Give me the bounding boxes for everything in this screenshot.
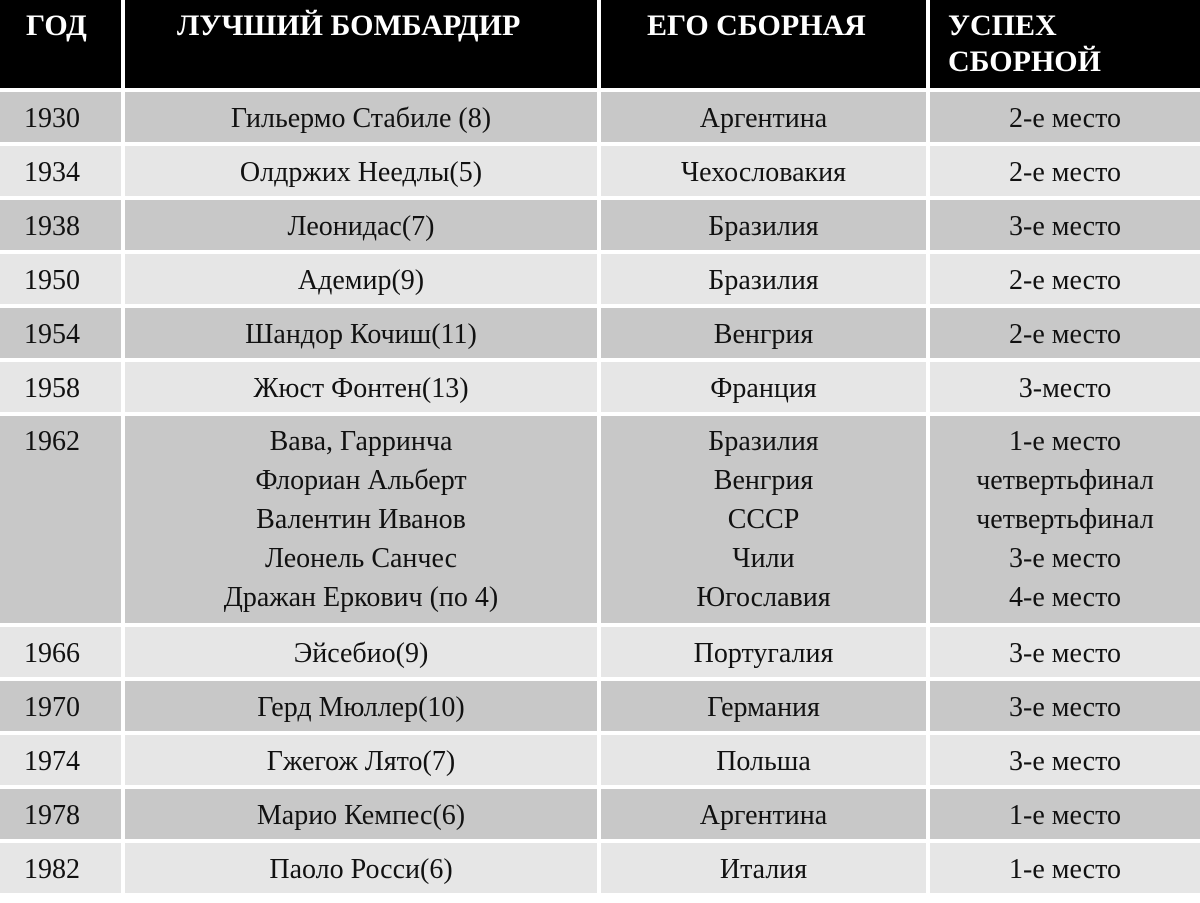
cell-result-line: 2-е место — [1009, 157, 1121, 188]
cell-top-scorer-line: Олдржих Неедлы(5) — [239, 157, 483, 188]
cell-result — [930, 681, 1200, 731]
cell-year: 1954 — [0, 308, 121, 358]
cell-result-line: 3-е место — [1009, 543, 1121, 574]
cell-team-line: Аргентина — [699, 800, 828, 831]
cell-top-scorer — [125, 200, 597, 250]
cell-result — [930, 416, 1200, 623]
cell-team-line: Чили — [732, 543, 795, 574]
cell-top-scorer-line: Адемир(9) — [297, 265, 425, 296]
cell-team-line: Германия — [707, 692, 820, 723]
cell-team-line: Италия — [719, 854, 808, 885]
cell-team-line: Португалия — [693, 638, 834, 669]
cell-top-scorer — [125, 843, 597, 893]
cell-year: 1962 — [0, 416, 121, 623]
cell-top-scorer-line: Леонидас(7) — [287, 211, 435, 242]
cell-year: 1938 — [0, 200, 121, 250]
cell-team-line: Бразилия — [708, 265, 819, 296]
cell-top-scorer-line: Жюст Фонтен(13) — [253, 373, 469, 404]
cell-result — [930, 254, 1200, 304]
cell-result-line: четвертьфинал — [976, 465, 1154, 496]
cell-team — [601, 92, 926, 142]
cell-result-line: 2-е место — [1009, 103, 1121, 134]
cell-top-scorer-line: Леонель Санчес — [264, 543, 458, 574]
cell-year: 1966 — [0, 627, 121, 677]
cell-year: 1970 — [0, 681, 121, 731]
cell-team — [601, 627, 926, 677]
cell-team — [601, 362, 926, 412]
table-row — [0, 681, 1200, 731]
table-row — [0, 308, 1200, 358]
cell-result-line: 2-е место — [1009, 319, 1121, 350]
cell-result-line: 3-е место — [1009, 746, 1121, 777]
cell-team-line: Югославия — [696, 582, 831, 613]
cell-team-line: СССР — [727, 504, 800, 535]
cell-top-scorer — [125, 735, 597, 785]
cell-year: 1930 — [0, 92, 121, 142]
cell-result — [930, 789, 1200, 839]
table-row — [0, 254, 1200, 304]
header-team-result — [930, 0, 1200, 88]
cell-result — [930, 308, 1200, 358]
cell-team — [601, 146, 926, 196]
header-team: ЕГО СБОРНАЯ — [601, 0, 926, 88]
cell-team-line: Аргентина — [699, 103, 828, 134]
cell-result — [930, 627, 1200, 677]
table-row — [0, 92, 1200, 142]
cell-team-line: Польша — [716, 746, 811, 777]
table-row — [0, 200, 1200, 250]
cell-result-line: 3-е место — [1009, 211, 1121, 242]
cell-year: 1982 — [0, 843, 121, 893]
cell-team-line: Чехословакия — [680, 157, 847, 188]
cell-result-line: 3-е место — [1009, 638, 1121, 669]
table-row — [0, 146, 1200, 196]
cell-team-line: Венгрия — [713, 465, 814, 496]
cell-team-line: Бразилия — [708, 426, 819, 457]
cell-top-scorer-line: Герд Мюллер(10) — [257, 692, 465, 723]
cell-team — [601, 308, 926, 358]
table-row — [0, 789, 1200, 839]
cell-top-scorer-line: Шандор Кочиш(11) — [245, 319, 477, 350]
cell-top-scorer-line: Валентин Иванов — [256, 504, 466, 535]
cell-team — [601, 254, 926, 304]
cell-team — [601, 200, 926, 250]
cell-result-line: 2-е место — [1009, 265, 1121, 296]
cell-top-scorer — [125, 254, 597, 304]
cell-team — [601, 416, 926, 623]
cell-top-scorer — [125, 146, 597, 196]
cell-top-scorer — [125, 92, 597, 142]
cell-result-line: 3-место — [1018, 373, 1112, 404]
cell-result-line: 1-е место — [1009, 854, 1121, 885]
cell-top-scorer-line: Марио Кемпес(6) — [256, 800, 466, 831]
cell-year: 1974 — [0, 735, 121, 785]
cell-year: 1978 — [0, 789, 121, 839]
cell-top-scorer — [125, 416, 597, 623]
cell-result — [930, 200, 1200, 250]
cell-result — [930, 362, 1200, 412]
header-result-line1: УСПЕХ — [948, 9, 1057, 42]
cell-result-line: 3-е место — [1009, 692, 1121, 723]
cell-team — [601, 735, 926, 785]
cell-team-line: Венгрия — [713, 319, 814, 350]
cell-result — [930, 146, 1200, 196]
cell-result — [930, 735, 1200, 785]
cell-result — [930, 843, 1200, 893]
cell-team — [601, 789, 926, 839]
cell-team-line: Бразилия — [708, 211, 819, 242]
cell-top-scorer-line: Вава, Гарринча — [269, 426, 453, 457]
cell-top-scorer — [125, 362, 597, 412]
cell-result-line: 1-е место — [1009, 426, 1121, 457]
table-header-row — [0, 0, 1200, 88]
table-row — [0, 416, 1200, 623]
header-year: ГОД — [0, 0, 121, 88]
cell-top-scorer-line: Эйсебио(9) — [293, 638, 429, 669]
table-body — [0, 92, 1200, 893]
cell-year: 1958 — [0, 362, 121, 412]
header-top-scorer: ЛУЧШИЙ БОМБАРДИР — [125, 0, 597, 88]
table-row — [0, 735, 1200, 785]
cell-result-line: 4-е место — [1009, 582, 1121, 613]
cell-team — [601, 681, 926, 731]
table-row — [0, 843, 1200, 893]
cell-top-scorer — [125, 789, 597, 839]
cell-result — [930, 92, 1200, 142]
cell-top-scorer-line: Паоло Росси(6) — [269, 854, 453, 885]
cell-top-scorer-line: Гильермо Стабиле (8) — [230, 103, 492, 134]
cell-top-scorer-line: Флориан Альберт — [255, 465, 467, 496]
cell-result-line: четвертьфинал — [976, 504, 1154, 535]
cell-top-scorer — [125, 627, 597, 677]
cell-top-scorer-line: Гжегож Лято(7) — [266, 746, 456, 777]
table-row — [0, 362, 1200, 412]
cell-result-line: 1-е место — [1009, 800, 1121, 831]
cell-top-scorer-line: Дражан Еркович (по 4) — [223, 582, 499, 613]
cell-top-scorer — [125, 308, 597, 358]
cell-year: 1934 — [0, 146, 121, 196]
table-row — [0, 627, 1200, 677]
cell-year: 1950 — [0, 254, 121, 304]
cell-team — [601, 843, 926, 893]
cell-top-scorer — [125, 681, 597, 731]
cell-team-line: Франция — [710, 373, 817, 404]
header-result-line2: СБОРНОЙ — [948, 45, 1101, 78]
